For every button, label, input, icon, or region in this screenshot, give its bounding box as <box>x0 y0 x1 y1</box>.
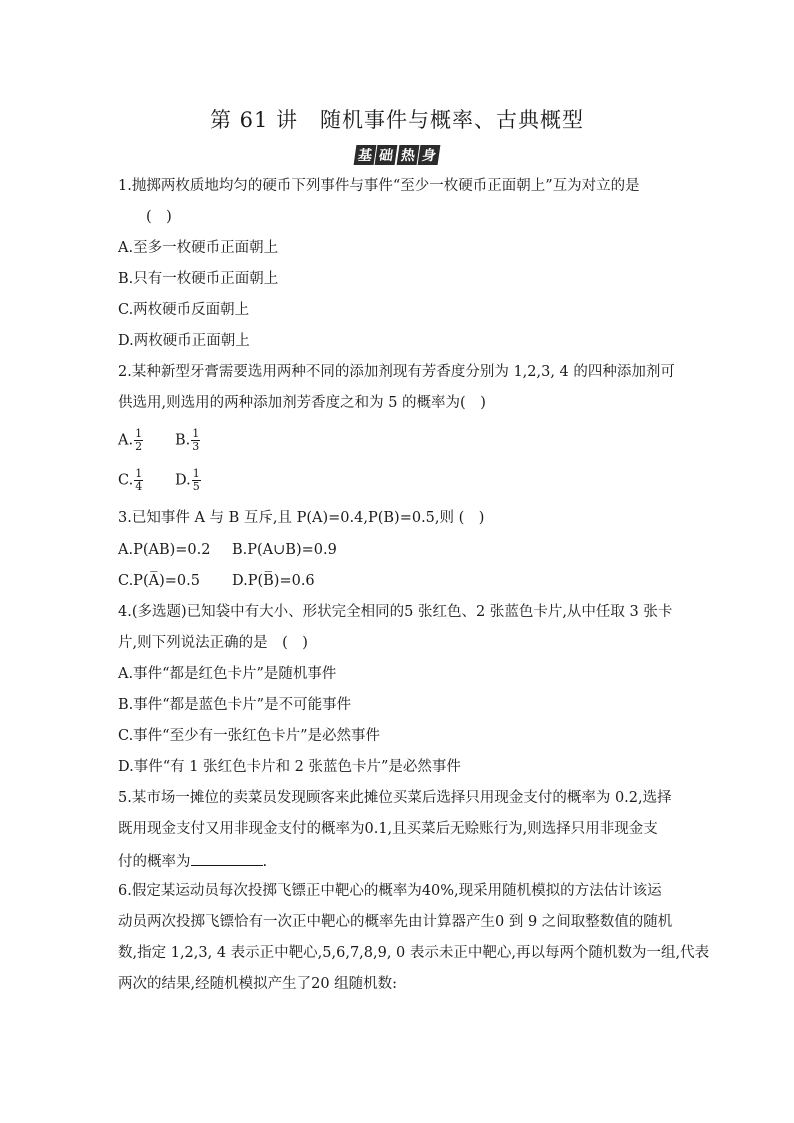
fraction-numerator: 1 <box>135 467 143 480</box>
q4-stem-line1: 4.(多选题)已知袋中有大小、形状完全相同的5 张红色、2 张蓝色卡片,从中任取 3 张卡 <box>118 604 673 620</box>
fraction-denominator: 4 <box>135 480 143 493</box>
badge-char: 础 <box>375 145 398 165</box>
q3-option-b: B.P(A∪B)=0.9 <box>232 542 337 558</box>
fraction <box>134 428 143 453</box>
q5-stem-line3 <box>118 851 267 871</box>
q2-option-d <box>175 468 201 493</box>
q2-stem-line1: 2.某种新型牙膏需要选用两种不同的添加剂现有芳香度分别为 1,2,3, 4 的四种添加剂可 <box>118 364 675 380</box>
page-title: 第 61 讲 随机事件与概率、古典概型 <box>209 108 585 132</box>
q6-stem-line3: 数,指定 1,2,3, 4 表示正中靶心,5,6,7,8,9, 0 表示未正中靶心,再以每两个随机数为一组,代表 <box>118 945 710 961</box>
q2-option-c <box>118 468 143 493</box>
q2-option-a <box>118 428 143 453</box>
q2-option-b <box>175 428 200 453</box>
q3-option-d: D.P(B̅)=0.6 <box>232 573 315 589</box>
q3-stem: 3.已知事件 A 与 B 互斥,且 P(A)=0.4,P(B)=0.5,则 ( ) <box>118 510 485 526</box>
fraction-numerator: 1 <box>192 467 200 480</box>
badge-char: 基 <box>354 145 377 165</box>
q2-option-b-label: B. <box>175 432 191 449</box>
q2-option-d-label: D. <box>175 472 191 489</box>
q3-option-c: C.P(A̅)=0.5 <box>118 573 200 589</box>
section-badge <box>355 145 439 165</box>
q1-option-b: B.只有一枚硬币正面朝上 <box>118 271 279 287</box>
q1-option-d: D.两枚硬币正面朝上 <box>118 333 250 349</box>
answer-blank[interactable] <box>191 851 263 866</box>
q4-option-c: C.事件“至少有一张红色卡片”是必然事件 <box>118 728 381 744</box>
fraction-denominator: 5 <box>192 480 200 493</box>
q2-stem-line2: 供选用,则选用的两种添加剂芳香度之和为 5 的概率为( ) <box>118 395 486 411</box>
q6-stem-line4: 两次的结果,经随机模拟产生了20 组随机数: <box>118 976 398 992</box>
q6-stem-line1: 6.假定某运动员每次投掷飞镖正中靶心的概率为40%,现采用随机模拟的方法估计该运 <box>118 883 662 899</box>
q4-option-a: A.事件“都是红色卡片”是随机事件 <box>118 666 337 682</box>
q4-stem-line2: 片,则下列说法正确的是 ( ) <box>118 635 308 651</box>
q4-option-b: B.事件“都是蓝色卡片”是不可能事件 <box>118 697 352 713</box>
fraction <box>192 468 201 493</box>
badge-char: 身 <box>417 145 440 165</box>
fraction-numerator: 1 <box>192 427 200 440</box>
q5-period: . <box>262 854 268 870</box>
q1-stem: 1.抛掷两枚质地均匀的硬币下列事件与事件“至少一枚硬币正面朝上”互为对立的是 <box>118 178 640 194</box>
q1-option-c: C.两枚硬币反面朝上 <box>118 302 250 318</box>
fraction-denominator: 3 <box>192 440 200 453</box>
q3-option-a: A.P(AB)=0.2 <box>118 542 211 558</box>
q2-option-c-label: C. <box>118 472 134 489</box>
fraction <box>191 428 200 453</box>
fraction-denominator: 2 <box>135 440 143 453</box>
q6-stem-line2: 动员两次投掷飞镖恰有一次正中靶心的概率先由计算器产生0 到 9 之间取整数值的随机 <box>118 914 673 930</box>
fraction <box>134 468 143 493</box>
q4-option-d: D.事件“有 1 张红色卡片和 2 张蓝色卡片”是必然事件 <box>118 759 461 775</box>
q2-option-a-label: A. <box>118 432 134 449</box>
q5-text: 付的概率为 <box>118 854 191 870</box>
q5-stem-line2: 既用现金支付又用非现金支付的概率为0.1,且买菜后无赊账行为,则选择只用非现金支 <box>118 821 658 837</box>
q5-stem-line1: 5.某市场一摊位的卖菜员发现顾客来此摊位买菜后选择只用现金支付的概率为 0.2,选择 <box>118 790 672 806</box>
q1-answer-bracket: ( ) <box>146 209 172 225</box>
q1-option-a: A.至多一枚硬币正面朝上 <box>118 240 279 256</box>
badge-char: 热 <box>396 145 419 165</box>
fraction-numerator: 1 <box>135 427 143 440</box>
